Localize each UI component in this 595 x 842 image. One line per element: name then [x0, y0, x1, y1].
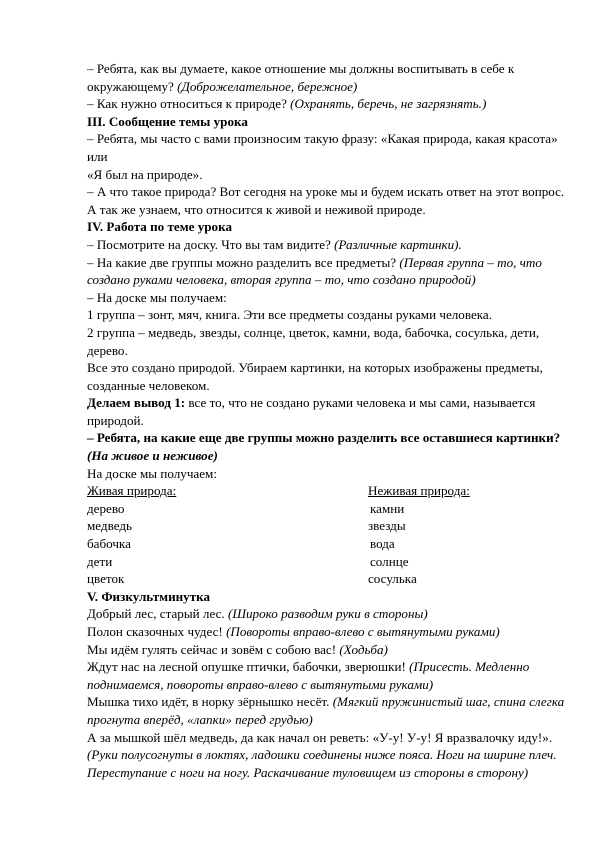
movement-instruction: (Ходьба)	[339, 641, 388, 657]
list-item: цветок	[87, 571, 125, 587]
nature-table	[87, 482, 567, 588]
list-item: солнце	[370, 553, 409, 569]
verse-text: Полон сказочных чудес!	[87, 624, 223, 639]
verse-line	[87, 658, 567, 693]
movement-instruction: (Руки полусогнуты в локтях, ладошки соединены ниже пояса. Ноги на ширине плеч. Переступание с ноги на ногу. Раскачивание туловищем из стороны в сторону)	[87, 747, 557, 780]
nonliving-nature-heading: Неживая природа:	[368, 483, 470, 499]
question-text: – Ребята, как вы думаете, какое отношение мы должны воспитывать в себе к окружающему?	[87, 61, 515, 94]
verse-line	[87, 729, 567, 782]
movement-instruction: (Повороты вправо-влево с вытянутыми руками)	[226, 624, 500, 639]
verse-text: Ждут нас на лесной опушке птички, бабочки, зверюшки!	[87, 659, 406, 675]
question-text: – Посмотрите на доску. Что вы там видите?	[87, 236, 331, 252]
paragraph	[87, 429, 567, 464]
list-item: сосулька	[368, 571, 417, 587]
answer-text: (Первая группа – то, что создано руками человека, вторая группа – то, что создано природой)	[87, 254, 542, 288]
list-item: камни	[370, 500, 405, 516]
list-item: дети	[87, 553, 113, 569]
paragraph: – А что такое природа? Вот сегодня на уроке мы и будем искать ответ на этот вопрос. А так же узнаем, что относится к живой и неживой природе.	[87, 184, 565, 217]
movement-instruction: (Широко разводим руки в стороны)	[227, 606, 428, 622]
verse-line	[87, 623, 567, 641]
paragraph: На доске мы получаем:	[87, 465, 217, 481]
document-page	[87, 60, 567, 781]
nonliving-nature-column	[368, 482, 567, 588]
conclusion-label: Делаем вывод 1:	[87, 395, 186, 411]
question-text: – На какие две группы можно разделить все предметы?	[87, 254, 397, 270]
paragraph: 1 группа – зонт, мяч, книга. Эти все предметы созданы руками человека.	[87, 307, 493, 323]
paragraph: «Я был на природе».	[87, 166, 203, 182]
answer-text: (Охранять, беречь, не загрязнять.)	[290, 96, 487, 112]
list-item: медведь	[87, 518, 132, 534]
paragraph: Все это создано природой. Убираем картинки, на которых изображены предметы, созданные человеком.	[87, 360, 543, 393]
verse-text: Мы идём гулять сейчас и зовём с собою вас!	[87, 641, 337, 657]
question-text: – Как нужно относиться к природе?	[87, 96, 287, 112]
paragraph	[87, 394, 567, 429]
paragraph	[87, 60, 567, 95]
paragraph: – Ребята, мы часто с вами произносим такую фразу: «Какая природа, какая красота» или	[87, 131, 558, 164]
section-heading-3: III. Сообщение темы урока	[87, 113, 248, 129]
list-item: вода	[370, 536, 395, 552]
paragraph: – На доске мы получаем:	[87, 289, 227, 305]
verse-text: А за мышкой шёл медведь, да как начал он реветь: «У-у! У-у! Я вразвалочку иду!».	[87, 729, 553, 745]
question-text: – Ребята, на какие еще две группы можно разделить все оставшиеся картинки?	[87, 430, 561, 446]
list-item: бабочка	[87, 536, 131, 552]
verse-line	[87, 605, 567, 623]
paragraph	[87, 236, 567, 254]
verse-text: Мышка тихо идёт, в норку зёрнышко несёт.	[87, 694, 330, 710]
answer-text: (Доброжелательное, бережное)	[177, 78, 358, 94]
section-heading-4: IV. Работа по теме урока	[87, 219, 232, 235]
living-nature-heading: Живая природа:	[87, 483, 177, 499]
verse-text: Добрый лес, старый лес.	[87, 606, 225, 622]
movement-instruction: (Присесть. Медленно поднимаемся, повороты вправо-влево с вытянутыми руками)	[87, 659, 530, 692]
verse-line	[87, 693, 567, 728]
list-item: дерево	[87, 500, 125, 516]
movement-instruction: (Мягкий пружинистый шаг, спина слегка прогнута вперёд, «лапки» перед грудью)	[87, 694, 565, 727]
paragraph: 2 группа – медведь, звезды, солнце, цветок, камни, вода, бабочка, сосулька, дети, дерево.	[87, 324, 540, 358]
conclusion-text: все то, что не создано руками человека и мы сами, называется природой.	[87, 395, 536, 428]
living-nature-column	[87, 482, 368, 588]
paragraph	[87, 95, 567, 113]
answer-text: (Различные картинки).	[334, 236, 462, 252]
answer-text: (На живое и неживое)	[87, 448, 218, 464]
verse-line	[87, 641, 567, 659]
list-item: звезды	[368, 518, 406, 534]
paragraph	[87, 254, 567, 289]
section-heading-5: V. Физкультминутка	[87, 588, 211, 604]
